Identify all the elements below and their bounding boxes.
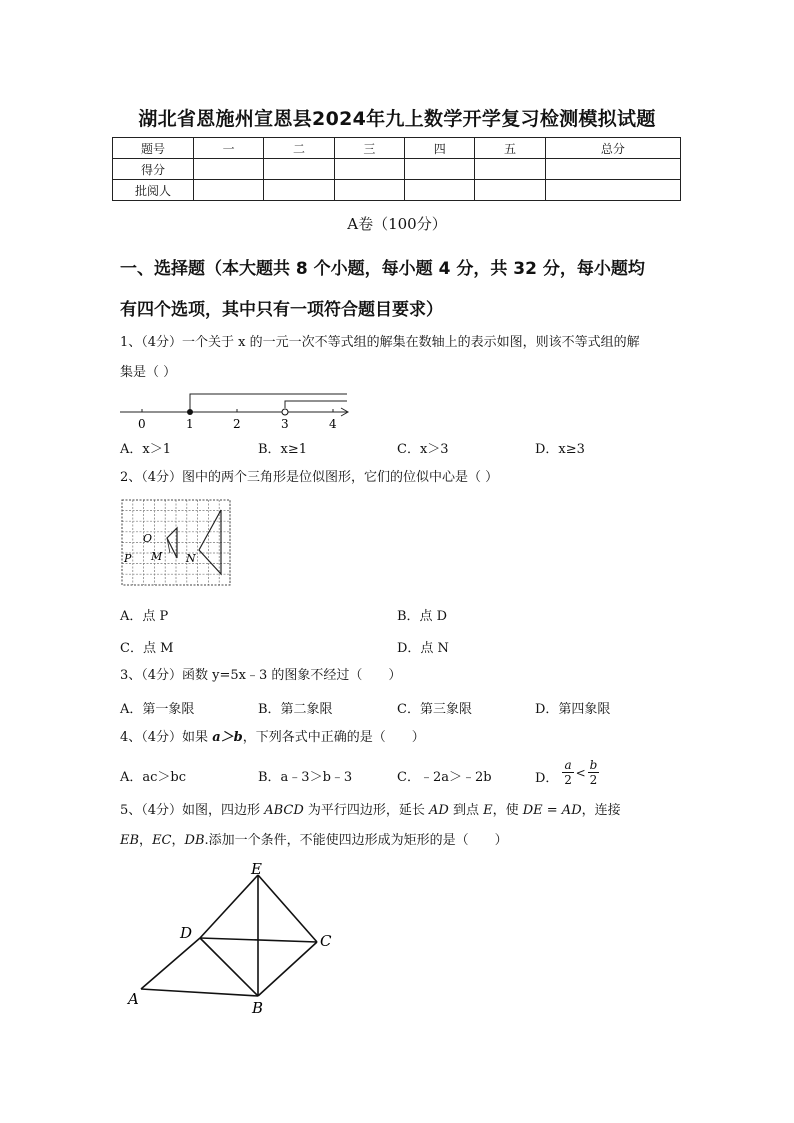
q2-option-b[interactable]: B．点 D <box>397 609 448 624</box>
q2-grid-figure <box>120 498 232 588</box>
grader-cell <box>194 180 264 201</box>
header-cell: 一 <box>194 138 264 159</box>
header-cell: 题号 <box>113 138 194 159</box>
less-than-sign: < <box>575 765 586 780</box>
point-label-p: P <box>124 552 132 565</box>
q4-option-d-label: D． <box>535 771 559 786</box>
score-table <box>112 137 681 201</box>
q3-option-b[interactable]: B．第二象限 <box>258 702 333 717</box>
math-de-equals-ad: DE = AD <box>522 803 582 818</box>
grader-cell <box>334 180 404 201</box>
section-a-heading: A卷（100分） <box>347 215 447 233</box>
fraction-denominator: 2 <box>564 773 572 787</box>
grader-cell <box>264 180 334 201</box>
q4-text-suffix: ，下列各式中正确的是（ ） <box>242 730 425 745</box>
q1-text-line1: 1、（4分）一个关于 x 的一元一次不等式组的解集在数轴上的表示如图，则该不等式组的解 <box>120 335 640 350</box>
q5-text: ，连接 <box>581 803 621 818</box>
math-abcd: ABCD <box>264 803 304 818</box>
q1-option-b[interactable]: B．x≥1 <box>258 442 308 457</box>
score-table-header-row <box>113 138 681 159</box>
q4-text-prefix: 4、（4分）如果 <box>120 730 213 745</box>
header-cell: 三 <box>334 138 404 159</box>
q3-option-d[interactable]: D．第四象限 <box>535 702 611 717</box>
vertex-label-d: D <box>180 924 193 942</box>
q1-number-line <box>115 388 360 433</box>
q3-text: 3、（4分）函数 y=5x﹣3 的图象不经过（ ） <box>120 668 402 683</box>
q5-text: 为平行四边形，延长 <box>303 803 430 818</box>
math-db: DB <box>184 833 205 848</box>
vertex-label-c: C <box>320 932 332 950</box>
grader-cell <box>405 180 475 201</box>
exam-title: 湖北省恩施州宣恩县2024年九上数学开学复习检测模拟试题 <box>138 108 656 130</box>
header-cell: 二 <box>264 138 334 159</box>
q4-condition: a＞b <box>212 730 243 745</box>
vertex-label-b: B <box>252 999 264 1017</box>
q1-option-d[interactable]: D．x≥3 <box>535 442 585 457</box>
q4-option-d[interactable] <box>535 758 599 787</box>
score-cell <box>264 159 334 180</box>
q2-option-a[interactable]: A．点 P <box>120 609 169 624</box>
part1-heading-line2: 有四个选项，其中只有一项符合题目要求） <box>120 300 443 320</box>
fraction-denominator: 2 <box>589 773 598 787</box>
q2-text: 2、（4分）图中的两个三角形是位似图形，它们的位似中心是（ ） <box>120 470 499 485</box>
fraction-numerator: a <box>564 758 572 772</box>
score-cell <box>334 159 404 180</box>
point-label-n: N <box>186 552 196 565</box>
q5-text: .添加一个条件，不能使四边形成为矩形的是（ ） <box>204 833 508 848</box>
q5-text-line1 <box>120 796 685 826</box>
score-cell <box>405 159 475 180</box>
q4-option-a[interactable]: A．ac＞bc <box>120 770 187 785</box>
axis-label: 2 <box>233 417 241 431</box>
score-cell <box>475 159 545 180</box>
math-ec: EC <box>152 833 172 848</box>
q5-text: ， <box>171 833 185 848</box>
q1-text-line2: 集是（ ） <box>120 365 177 380</box>
q4-option-c[interactable]: C．﹣2a＞﹣2b <box>397 770 492 785</box>
grader-row <box>113 180 681 201</box>
axis-label: 4 <box>329 417 337 431</box>
q2-option-d[interactable]: D．点 N <box>397 641 449 656</box>
q4-text <box>120 723 685 753</box>
grader-cell <box>475 180 545 201</box>
q5-text: ，使 <box>492 803 523 818</box>
math-e: E <box>483 803 493 818</box>
q5-parallelogram-figure <box>124 862 344 1022</box>
header-cell: 四 <box>405 138 475 159</box>
axis-label: 1 <box>186 417 194 431</box>
header-cell: 总分 <box>545 138 680 159</box>
q5-text: ， <box>139 833 153 848</box>
header-cell: 五 <box>475 138 545 159</box>
vertex-label-a: A <box>128 990 139 1008</box>
grader-cell <box>545 180 680 201</box>
q5-text: 5、（4分）如图，四边形 <box>120 803 265 818</box>
fraction-a-over-2 <box>562 758 573 787</box>
axis-label: 0 <box>138 417 146 431</box>
score-cell <box>545 159 680 180</box>
point-label-m: M <box>151 550 163 563</box>
fraction-numerator: b <box>589 758 598 772</box>
vertex-label-e: E <box>251 862 262 878</box>
part1-heading-line1: 一、选择题（本大题共 8 个小题，每小题 4 分，共 32 分，每小题均 <box>120 259 645 279</box>
math-eb: EB <box>120 833 140 848</box>
q4-option-b[interactable]: B．a﹣3＞b﹣3 <box>258 770 353 785</box>
score-row <box>113 159 681 180</box>
score-cell <box>194 159 264 180</box>
row-label: 批阅人 <box>113 180 194 201</box>
fraction-b-over-2 <box>588 758 600 787</box>
point-label-o: O <box>143 532 153 545</box>
q5-text-line2 <box>120 826 685 856</box>
axis-label: 3 <box>281 417 289 431</box>
q3-option-c[interactable]: C．第三象限 <box>397 702 472 717</box>
q1-option-c[interactable]: C．x＞3 <box>397 442 449 457</box>
q5-text: 到点 <box>448 803 484 818</box>
q2-option-c[interactable]: C．点 M <box>120 641 174 656</box>
row-label: 得分 <box>113 159 194 180</box>
q1-option-a[interactable]: A．x＞1 <box>120 442 171 457</box>
q3-option-a[interactable]: A．第一象限 <box>120 702 195 717</box>
math-ad: AD <box>429 803 449 818</box>
